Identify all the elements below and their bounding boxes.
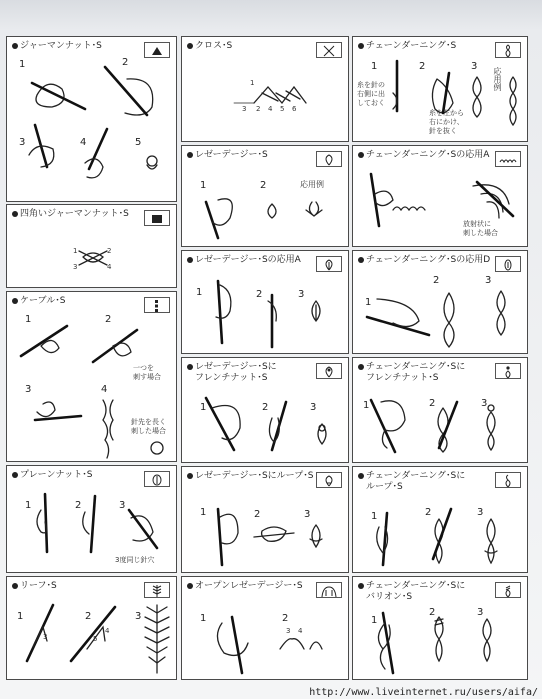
example-label: 応用例 <box>300 180 324 189</box>
panel-chain-bullion <box>352 576 528 680</box>
step-number: 3 <box>304 509 311 520</box>
stitch-diagram <box>182 467 349 573</box>
stitch-diagram <box>7 205 177 288</box>
panel-lazy-daisy-loop <box>181 466 349 573</box>
panel-title: チェーンダーニング･Sに ループ･S <box>358 471 465 493</box>
panel-chain-a <box>352 145 528 247</box>
stitch-diagram <box>182 146 349 247</box>
panel-chain-loop <box>352 466 528 573</box>
panel-title: チェーンダーニング･Sの応用A <box>358 150 489 161</box>
point-label: 4 <box>107 263 112 271</box>
point-label: 4 <box>105 627 110 635</box>
panel-open-lazy-daisy <box>181 576 349 680</box>
panel-title: 四角いジャーマンナット･S <box>12 209 129 220</box>
stitch-diagram <box>182 358 349 463</box>
annotation: 放射状に 刺した場合 <box>463 220 498 237</box>
point-label: 4 <box>298 627 303 635</box>
stitch-diagram <box>353 467 528 573</box>
panel-leaf <box>6 576 177 680</box>
step-number: 3 <box>298 289 305 300</box>
step-number: 3 <box>471 61 478 72</box>
step-number: 3 <box>25 384 32 395</box>
annotation: 針先を長く 刺した場合 <box>131 418 166 435</box>
panel-title: ジャーマンナット･S <box>12 41 102 52</box>
point-label: 2 <box>107 247 112 255</box>
stitch-diagram <box>7 577 177 680</box>
step-number: 2 <box>105 314 112 325</box>
panel-lazy-daisy <box>181 145 349 247</box>
panel-title: オープンレゼーデージー･S <box>187 581 303 592</box>
stitch-diagram <box>182 251 349 354</box>
annotation: 一つを 刺す場合 <box>133 364 161 381</box>
panel-lazy-daisy-a <box>181 250 349 354</box>
step-number: 1 <box>25 500 32 511</box>
point-label: 3 <box>73 263 78 271</box>
step-number: 2 <box>433 275 440 286</box>
step-number: 2 <box>75 500 82 511</box>
step-number: 1 <box>200 402 207 413</box>
panel-plain-knot <box>6 465 177 573</box>
step-number: 1 <box>365 297 372 308</box>
panel-cross <box>181 36 349 142</box>
step-number: 2 <box>122 57 129 68</box>
step-number: 3 <box>477 607 484 618</box>
panel-lazy-daisy-french <box>181 357 349 463</box>
panel-title: プレーンナット･S <box>12 470 93 481</box>
step-number: 1 <box>200 180 207 191</box>
stitch-diagram <box>182 37 349 142</box>
panel-title: レゼーデージー･Sにループ･S <box>187 471 313 482</box>
step-number: 2 <box>85 611 92 622</box>
example-label: 応用例 <box>493 67 502 91</box>
point-label: 1 <box>250 79 255 87</box>
step-number: 2 <box>429 398 436 409</box>
panel-title: チェーンダーニング･Sに バリオン･S <box>358 581 465 603</box>
panel-square-german-knot <box>6 204 177 288</box>
step-number: 1 <box>363 400 370 411</box>
point-label: 3 <box>242 105 247 113</box>
step-number: 1 <box>371 61 378 72</box>
step-number: 2 <box>260 180 267 191</box>
point-label: 3 <box>43 633 48 641</box>
step-number: 3 <box>135 611 142 622</box>
stitch-diagram <box>353 577 528 680</box>
panel-title: チェーンダーニング･Sに フレンチナット･S <box>358 362 465 384</box>
step-number: 1 <box>17 611 24 622</box>
annotation: 糸を左から 右にかけ、 針を抜く <box>429 109 464 135</box>
panel-german-knot <box>6 36 177 202</box>
stitch-diagram <box>7 37 177 202</box>
step-number: 1 <box>200 613 207 624</box>
stitch-diagram <box>182 577 349 680</box>
panel-title: リーフ･S <box>12 581 57 592</box>
point-label: 4 <box>268 105 273 113</box>
step-number: 3 <box>477 507 484 518</box>
step-number: 1 <box>371 511 378 522</box>
step-number: 1 <box>371 615 378 626</box>
step-number: 3 <box>19 137 26 148</box>
point-label: 6 <box>292 105 297 113</box>
stitch-diagram <box>353 146 528 247</box>
point-label: 5 <box>280 105 285 113</box>
step-number: 2 <box>254 509 261 520</box>
panel-chain-d <box>352 250 528 354</box>
panel-cable <box>6 291 177 462</box>
step-number: 2 <box>256 289 263 300</box>
panel-chain <box>352 36 528 142</box>
step-number: 3 <box>485 275 492 286</box>
annotation: 3度同じ針穴 <box>115 556 155 564</box>
stitch-diagram <box>7 466 177 573</box>
point-label: 3 <box>286 627 291 635</box>
stitch-diagram <box>7 292 177 462</box>
step-number: 1 <box>200 507 207 518</box>
panel-title: レゼーデージー･S <box>187 150 268 161</box>
panel-chain-french <box>352 357 528 463</box>
step-number: 1 <box>25 314 32 325</box>
point-label: 2 <box>256 105 261 113</box>
source-url: http://www.liveinternet.ru/users/aifa/ <box>309 687 538 698</box>
panel-title: チェーンダーニング･S <box>358 41 456 52</box>
stitch-diagram <box>353 251 528 354</box>
step-number: 3 <box>481 398 488 409</box>
step-number: 2 <box>429 607 436 618</box>
step-number: 1 <box>196 287 203 298</box>
point-label: 5 <box>93 635 98 643</box>
panel-title: ケーブル･S <box>12 296 65 307</box>
annotation: 糸を針の 右側に出 しておく <box>357 81 385 107</box>
step-number: 2 <box>419 61 426 72</box>
panel-title: レゼーデージー･Sに フレンチナット･S <box>187 362 277 384</box>
panel-title: レゼーデージー･Sの応用A <box>187 255 301 266</box>
stitch-diagram <box>353 358 528 463</box>
step-number: 4 <box>80 137 87 148</box>
point-label: 1 <box>73 247 78 255</box>
step-number: 2 <box>282 613 289 624</box>
step-number: 4 <box>101 384 108 395</box>
step-number: 3 <box>310 402 317 413</box>
step-number: 3 <box>119 500 126 511</box>
stitch-diagram <box>353 37 528 142</box>
step-number: 2 <box>262 402 269 413</box>
panel-title: チェーンダーニング･Sの応用D <box>358 255 490 266</box>
step-number: 1 <box>19 59 26 70</box>
panel-title: クロス･S <box>187 41 232 52</box>
step-number: 5 <box>135 137 142 148</box>
step-number: 2 <box>425 507 432 518</box>
